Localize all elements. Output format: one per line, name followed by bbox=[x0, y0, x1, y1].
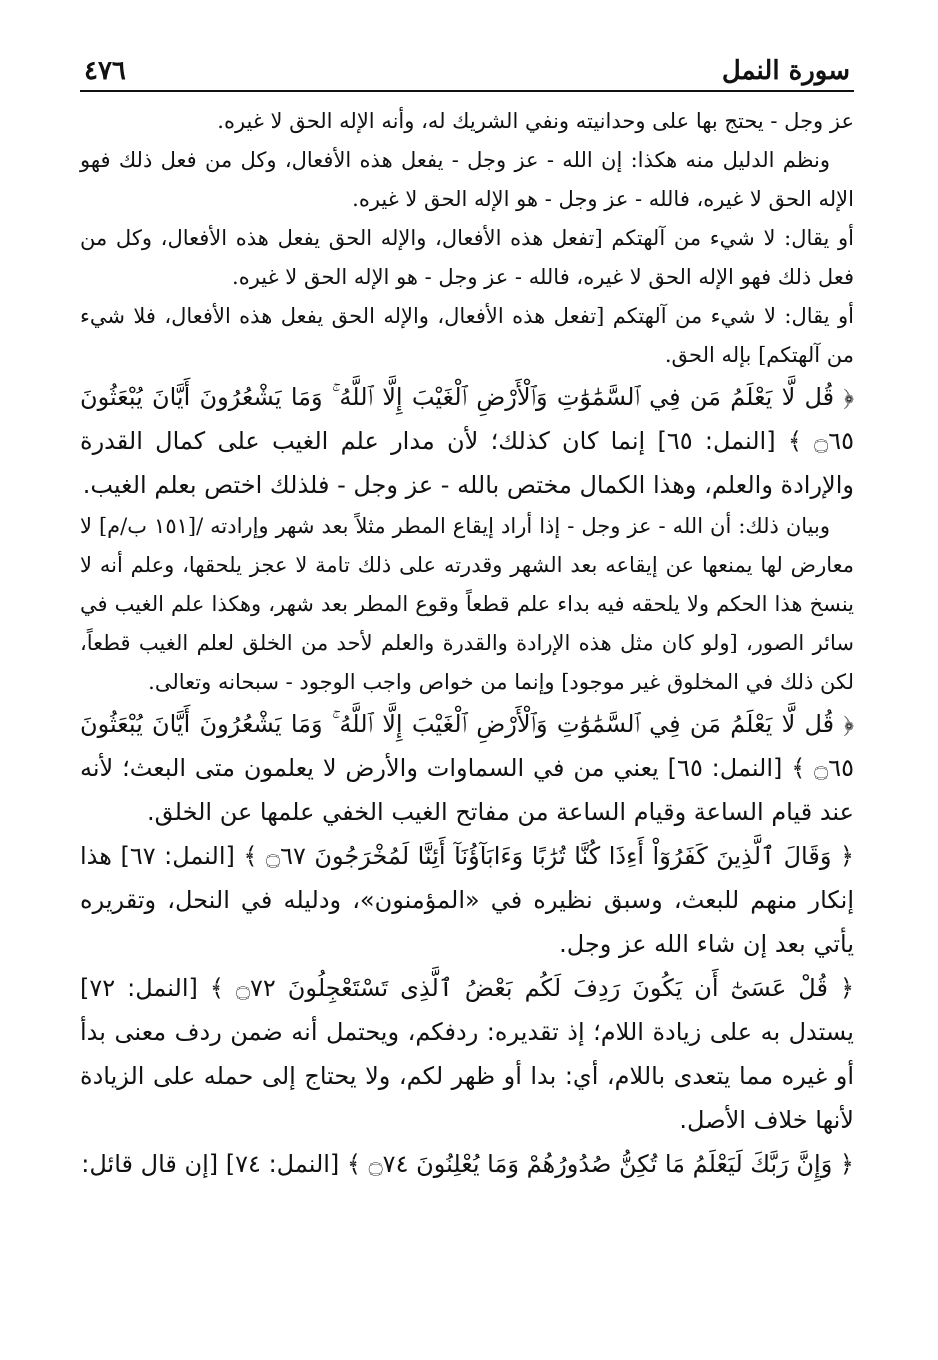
verse-paragraph-65b: ﴿ قُل لَّا يَعْلَمُ مَن فِي ٱلسَّمَٰوَٰتِ وَٱلْأَرْضِ ٱلْغَيْبَ إِلَّا ٱللَّهُ ۚ وَمَا يَشْعُرُونَ أَيَّانَ يُبْعَثُونَ ۝٦٥ ﴾ [النمل: ٦٥] يعني من في السماوات والأرض لا يعلمون متى البعث؛ لأنه عند قيام الساعة وقيام الساعة من مفاتح الغيب الخفي علمها عن الخلق. bbox=[80, 710, 854, 826]
paragraph-1: عز وجل - يحتج بها على وحدانيته ونفي الشريك له، وأنه الإله الحق لا غيره. bbox=[217, 109, 854, 133]
page-body bbox=[80, 102, 854, 1186]
page-header bbox=[80, 36, 854, 84]
book-page bbox=[80, 36, 854, 1186]
verse-paragraph-65a: ﴿ قُل لَّا يَعْلَمُ مَن فِي ٱلسَّمَٰوَٰتِ وَٱلْأَرْضِ ٱلْغَيْبَ إِلَّا ٱللَّهُ ۚ وَمَا يَشْعُرُونَ أَيَّانَ يُبْعَثُونَ ۝٦٥ ﴾ [النمل: ٦٥] إنما كان كذلك؛ لأن مدار علم الغيب على كمال القدرة والإرادة والعلم، وهذا الكمال مختص بالله - عز وجل - فلذلك اختص بعلم الغيب. bbox=[80, 383, 854, 499]
paragraph-3: أو يقال: لا شيء من آلهتكم [تفعل هذه الأفعال، والإله الحق يفعل هذه الأفعال، وكل من فعل ذلك فهو الإله الحق لا غيره، فالله - عز وجل - هو الإله الحق لا غيره. bbox=[80, 226, 854, 289]
verse-paragraph-74: ﴿ وَإِنَّ رَبَّكَ لَيَعْلَمُ مَا تُكِنُّ صُدُورُهُمْ وَمَا يُعْلِنُونَ ۝٧٤ ﴾ [النمل: ٧٤] [إن قال قائل: bbox=[81, 1150, 854, 1178]
surah-title: سورة النمل bbox=[721, 56, 850, 86]
header-divider bbox=[80, 90, 854, 92]
paragraph-4: أو يقال: لا شيء من آلهتكم [تفعل هذه الأفعال، والإله الحق يفعل هذه الأفعال، فلا شيء من آلهتكم] بإله الحق. bbox=[80, 304, 854, 367]
paragraph-2: ونظم الدليل منه هكذا: إن الله - عز وجل - يفعل هذه الأفعال، وكل من فعل ذلك فهو الإله الحق لا غيره، فالله - عز وجل - هو الإله الحق لا غيره. bbox=[80, 148, 854, 211]
page-number: ٤٧٦ bbox=[84, 56, 126, 86]
verse-paragraph-72: ﴿ قُلْ عَسَىٰٓ أَن يَكُونَ رَدِفَ لَكُم بَعْضُ ٱلَّذِى تَسْتَعْجِلُونَ ۝٧٢ ﴾ [النمل: ٧٢] يستدل به على زيادة اللام؛ إذ تقديره: ردفكم، ويحتمل أنه ضمن ردف معنى بدأ أو غيره مما يتعدى باللام، أي: بدا أو ظهر لكم، ولا يحتاج إلى حمله على الزيادة لأنها خلاف الأصل. bbox=[80, 974, 855, 1134]
verse-paragraph-67: ﴿ وَقَالَ ٱلَّذِينَ كَفَرُوٓاْ أَءِذَا كُنَّا تُرَٰبًا وَءَابَآؤُنَآ أَئِنَّا لَمُخْرَجُونَ ۝٦٧ ﴾ [النمل: ٦٧] هذا إنكار منهم للبعث، وسبق نظيره في «المؤمنون»، ودليله في النحل، وتقريره يأتي بعد إن شاء الله عز وجل. bbox=[80, 842, 855, 958]
paragraph-6: وبيان ذلك: أن الله - عز وجل - إذا أراد إيقاع المطر مثلاً بعد شهر وإرادته /[١٥١ ب/م] لا معارض لها يمنعها عن إيقاعه بعد الشهر وقدرته على ذلك تامة لا عجز يلحقها، وعلم أنه لا ينسخ هذا الحكم ولا يلحقه فيه بداء علم قطعاً وقوع المطر بعد شهر، وهكذا علم الغيب في سائر الصور، [ولو كان مثل هذه الإرادة والقدرة والعلم لأحد من الخلق لعلم الغيب قطعاً، لكن ذلك في المخلوق غير موجود] وإنما من خواص واجب الوجود - سبحانه وتعالى. bbox=[80, 514, 854, 694]
